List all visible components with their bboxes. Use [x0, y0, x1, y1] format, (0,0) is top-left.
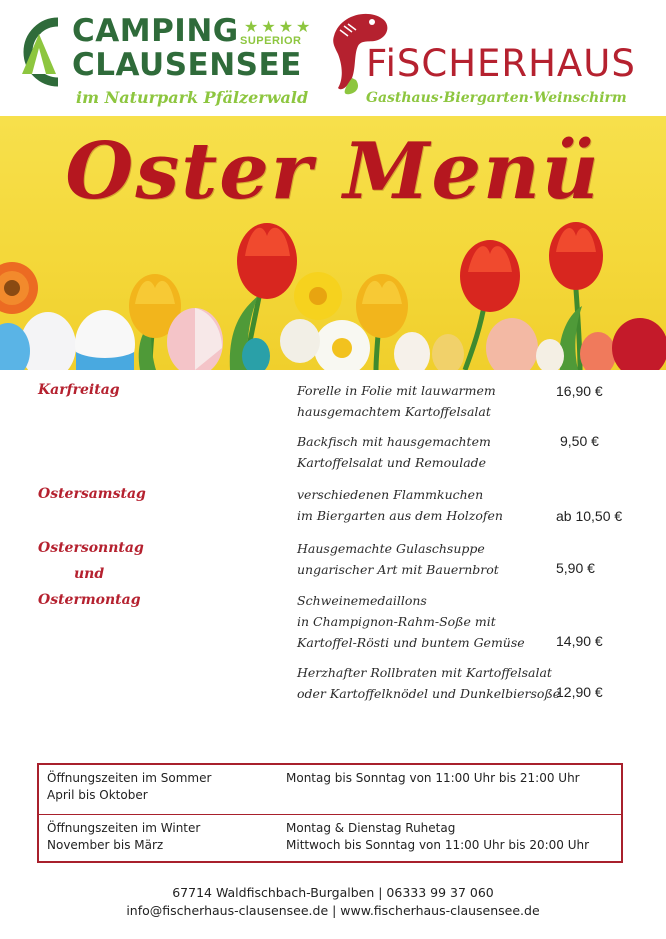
dish-price: 5,90 € — [556, 560, 595, 576]
hero-title: Oster Menü — [65, 126, 601, 217]
dish-price: 9,50 € — [560, 433, 599, 449]
menu-item — [297, 431, 491, 473]
hours-label-line: April bis Oktober — [47, 788, 148, 802]
dish-line: Kartoffel-Rösti und buntem Gemüse — [297, 635, 525, 650]
dish-line: oder Kartoffelknödel und Dunkelbiersoße — [297, 686, 561, 701]
camping-subtitle: im Naturpark Pfälzerwald — [76, 88, 309, 107]
hero-banner — [0, 116, 666, 370]
menu-item — [297, 662, 560, 704]
menu-item — [297, 590, 525, 653]
menu-item — [297, 484, 503, 526]
hours-value — [286, 770, 580, 787]
dish-line: hausgemachtem Kartoffelsalat — [297, 404, 491, 419]
footer-email-web: info@fischerhaus-clausensee.de | www.fischerhaus-clausensee.de — [126, 903, 540, 918]
dish-line: Herzhafter Rollbraten mit Kartoffelsalat — [297, 665, 552, 680]
hours-label — [47, 820, 200, 854]
day-und: und — [74, 566, 105, 582]
hours-value-line: Montag & Dienstag Ruhetag — [286, 821, 456, 835]
hours-row-winter — [39, 814, 621, 864]
opening-hours-table — [37, 763, 623, 863]
dish-line: Forelle in Folie mit lauwarmem — [297, 383, 496, 398]
dish-price: 14,90 € — [556, 633, 603, 649]
dish-line: Backfisch mit hausgemachtem — [297, 434, 491, 449]
camping-tent-logo-icon — [8, 12, 70, 92]
camping-stars: ★★★★ — [244, 19, 314, 36]
hours-value-line: Montag bis Sonntag von 11:00 Uhr bis 21:00 Uhr — [286, 771, 580, 785]
camping-name-line1: CAMPING — [72, 13, 239, 49]
footer-address-phone: 67714 Waldfischbach-Burgalben | 06333 99 37 060 — [172, 885, 494, 900]
menu-item — [297, 538, 499, 580]
dish-line: im Biergarten aus dem Holzofen — [297, 508, 503, 523]
hours-label-line: November bis März — [47, 838, 164, 852]
fischerhaus-name: FiSCHERHAUS — [366, 42, 636, 85]
footer-contact — [0, 884, 666, 920]
header — [0, 0, 666, 116]
hours-row-summer — [39, 765, 621, 814]
day-ostermontag: Ostermontag — [38, 592, 141, 608]
camping-name-line2: CLAUSENSEE — [72, 47, 302, 83]
dish-line: in Champignon-Rahm-Soße mit — [297, 614, 496, 629]
dish-line: Hausgemachte Gulaschsuppe — [297, 541, 485, 556]
dish-price: 16,90 € — [556, 383, 603, 399]
dish-line: Schweinemedaillons — [297, 593, 427, 608]
dish-line: verschiedenen Flammkuchen — [297, 487, 484, 502]
day-ostersamstag: Ostersamstag — [38, 486, 146, 502]
dish-line: ungarischer Art mit Bauernbrot — [297, 562, 499, 577]
hours-label-line: Öffnungszeiten im Sommer — [47, 771, 212, 785]
menu-item — [297, 380, 496, 422]
dish-price: ab 10,50 € — [556, 508, 623, 524]
hours-label-line: Öffnungszeiten im Winter — [47, 821, 201, 835]
camping-superior-label: SUPERIOR — [240, 35, 302, 47]
dish-price: 12,90 € — [556, 684, 603, 700]
hours-value-line: Mittwoch bis Sonntag von 11:00 Uhr bis 20:00 Uhr — [286, 838, 590, 852]
dish-line: Kartoffelsalat und Remoulade — [297, 455, 487, 470]
day-karfreitag: Karfreitag — [38, 382, 120, 398]
hours-value — [286, 820, 589, 854]
day-ostersonntag: Ostersonntag — [38, 540, 144, 556]
tulip — [237, 223, 297, 299]
fischerhaus-subtitle: Gasthaus·Biergarten·Weinschirm — [366, 90, 627, 106]
hours-label — [47, 770, 211, 804]
